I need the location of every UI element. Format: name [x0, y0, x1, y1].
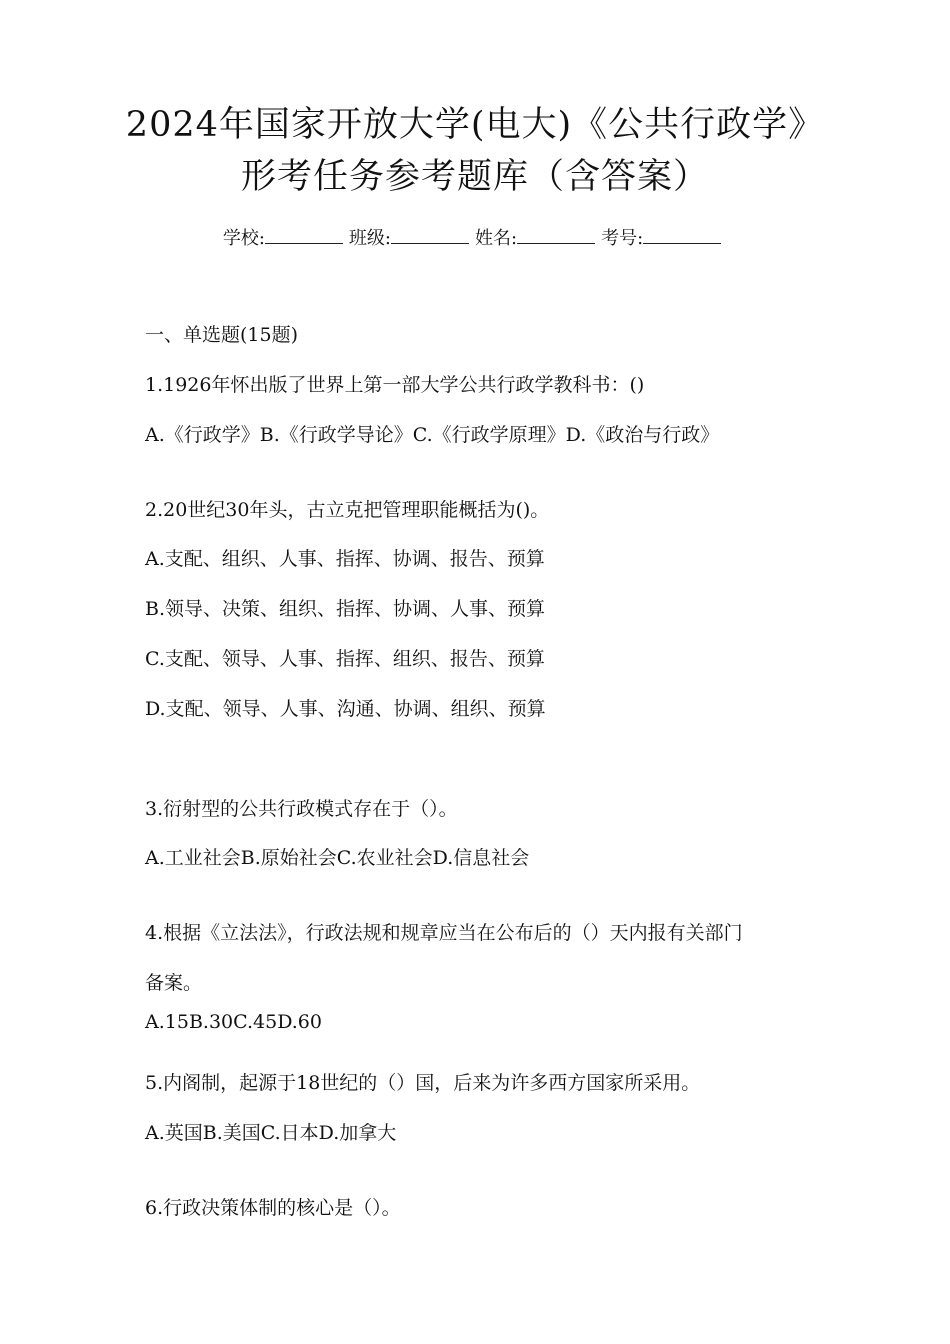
- class-label: 班级:: [348, 228, 391, 249]
- document-title-line-1: 2024年国家开放大学(电大)《公共行政学》: [125, 105, 825, 145]
- question-4-stem-line-1: 4.根据《立法法》，行政法规和规章应当在公布后的（）天内报有关部门: [145, 922, 743, 944]
- school-blank[interactable]: [265, 227, 343, 244]
- question-5-options: A.英国B.美国C.日本D.加拿大: [145, 1122, 397, 1144]
- question-1-options: A.《行政学》B.《行政学导论》C.《行政学原理》D.《政治与行政》: [145, 424, 720, 446]
- school-label: 学校:: [222, 228, 265, 249]
- question-4-options: A.15B.30C.45D.60: [145, 1011, 322, 1033]
- question-2-option-a: A.支配、组织、人事、指挥、协调、报告、预算: [145, 548, 545, 570]
- question-3-stem: 3.衍射型的公共行政模式存在于（）。: [145, 798, 458, 820]
- question-3-options: A.工业社会B.原始社会C.农业社会D.信息社会: [145, 847, 530, 869]
- question-4-stem-line-2: 备案。: [145, 972, 203, 994]
- name-label: 姓名:: [475, 228, 518, 249]
- student-info-row: [0, 224, 950, 250]
- section-heading: 一、单选题(15题): [145, 324, 299, 346]
- exam-number-label: 考号:: [601, 228, 644, 249]
- question-2-option-b: B.领导、决策、组织、指挥、协调、人事、预算: [145, 598, 546, 620]
- class-blank[interactable]: [391, 227, 469, 244]
- question-2-stem: 2.20世纪30年头，古立克把管理职能概括为()。: [145, 499, 550, 521]
- question-1-stem: 1.1926年怀出版了世界上第一部大学公共行政学教科书：(): [145, 374, 645, 396]
- question-5-stem: 5.内阁制，起源于18世纪的（）国，后来为许多西方国家所采用。: [145, 1072, 701, 1094]
- question-6-stem: 6.行政决策体制的核心是（）。: [145, 1197, 401, 1219]
- document-title-line-2: 形考任务参考题库（含答案）: [240, 157, 709, 197]
- exam-number-blank[interactable]: [643, 227, 721, 244]
- question-2-option-d: D.支配、领导、人事、沟通、协调、组织、预算: [145, 698, 546, 720]
- name-blank[interactable]: [517, 227, 595, 244]
- question-2-option-c: C.支配、领导、人事、指挥、组织、报告、预算: [145, 648, 545, 670]
